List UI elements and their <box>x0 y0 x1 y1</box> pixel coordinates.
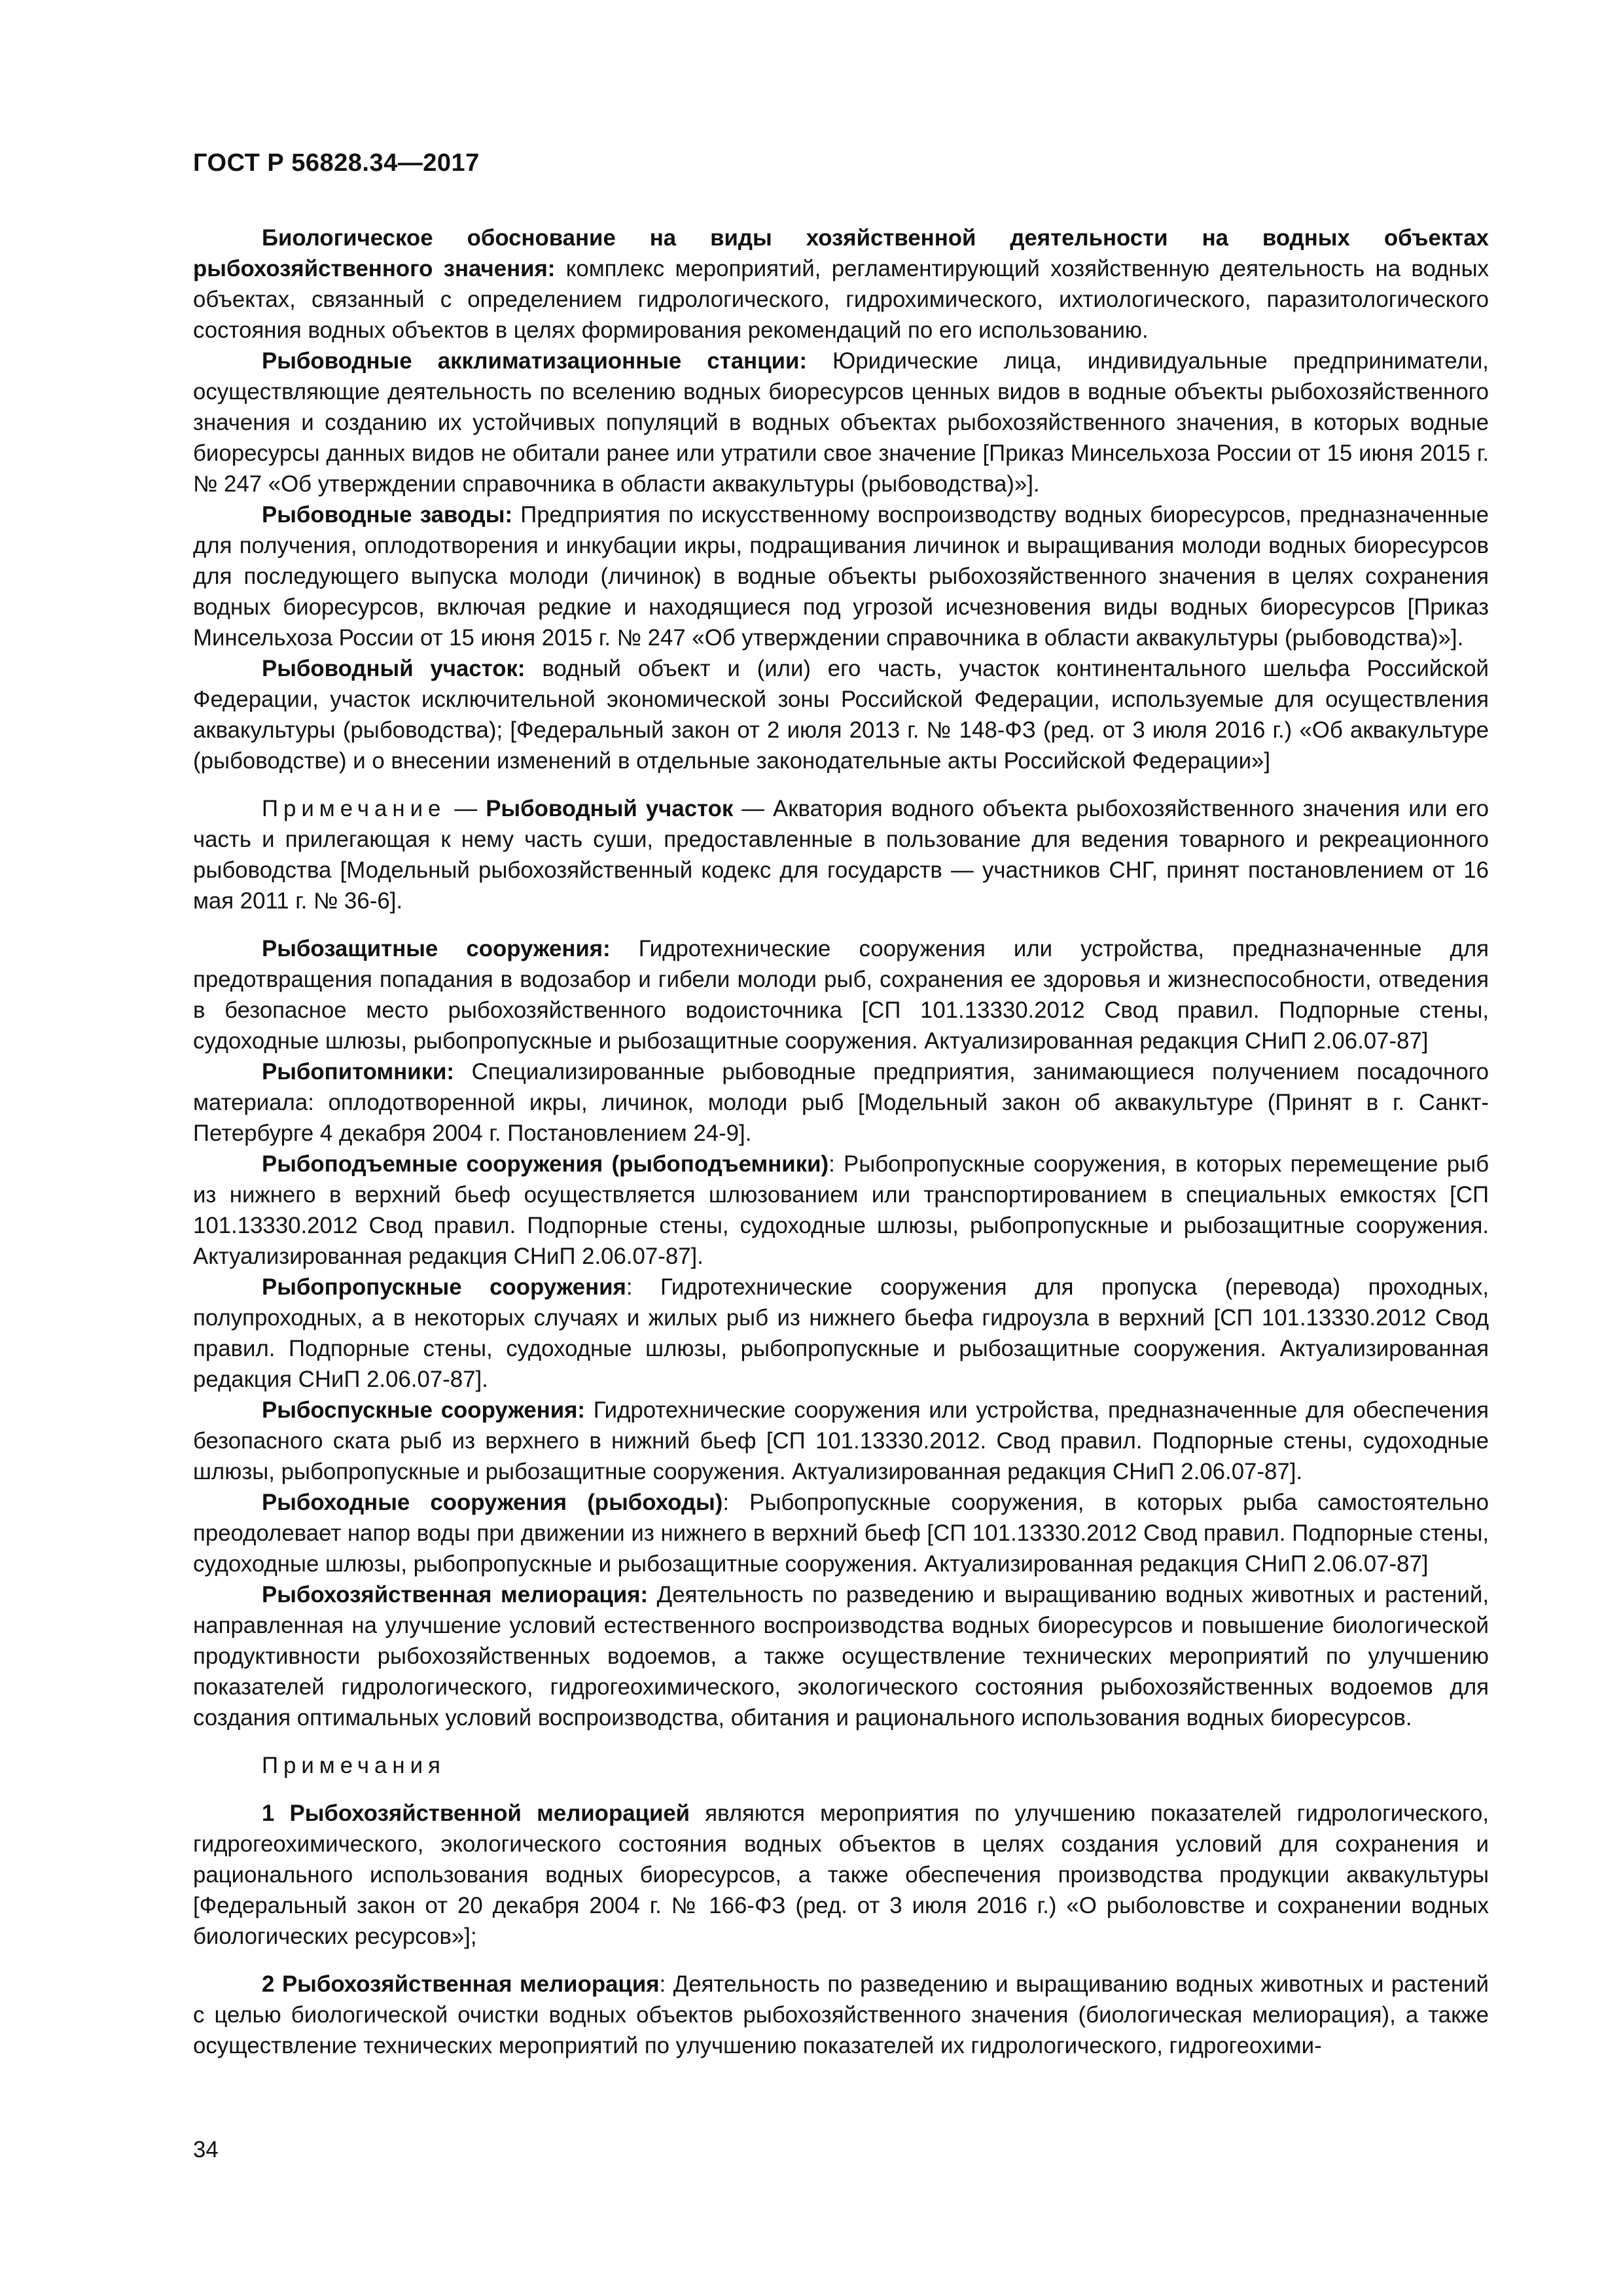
definition-text: водный объект и (или) его часть, участок континентального шельфа Российской Федерации, участок исключительной экономической зоны Российской Федерации, используемые для осуществления аквакультуры (рыбоводства); [Федеральный закон от 2 июля 2013 г. № 148-ФЗ (ред. от 3 июля 2016 г.) «Об аквакультуре (рыбоводстве) и о внесении изменений в отдельные законодательные акты Российской Федерации»] <box>193 656 1489 774</box>
definition-text: комплекс мероприятий, регламентирующий хозяйственную деятельность на водных объектах, связанный с определением гидрологического, гидрохимического, ихтиологического, паразитологического состояния водных объектов в целях формирования рекомендаций по его использованию. <box>193 256 1489 343</box>
definition-entry <box>193 653 1489 776</box>
definition-text: : Гидротехнические сооружения для пропуска (перевода) проходных, полупроходных, а в некоторых случаях и жилых рыб из нижнего бьефа гидроузла в верхний [СП 101.13330.2012 Свод правил. Подпорные стены, судоходные шлюзы, рыбопропускные и рыбозащитные сооружения. Актуализированная редакция СНиП 2.06.07-87]. <box>193 1274 1489 1392</box>
definition-text: : Рыбопропускные сооружения, в которых рыба самостоятельно преодолевает напор воды при движении из нижнего в верхний бьеф [СП 101.13330.2012 Свод правил. Подпорные стены, судоходные шлюзы, рыбопропускные и рыбозащитные сооружения. Актуализированная редакция СНиП 2.06.07-87] <box>193 1490 1489 1577</box>
definition-entry <box>193 1395 1489 1487</box>
definition-term: Рыбоходные сооружения (рыбоходы) <box>262 1490 723 1515</box>
definition-text: Деятельность по разведению и выращиванию водных животных и растений, направленная на улучшение условий естественного воспроизводства водных биоресурсов и повышение биологической продуктивности рыбохозяйственных водоемов, а также осуществление технических мероприятий по улучшению показателей гидрологического, гидрогеохимического, экологического состояния рыбохозяйственных водоемов для создания оптимальных условий воспроизводства, обитания и рационального использования водных биоресурсов. <box>193 1582 1489 1731</box>
definition-text: Гидротехнические сооружения или устройства, предназначенные для обеспечения безопасного ската рыб из верхнего в нижний бьеф [СП 101.13330.2012. Свод правил. Подпорные стены, судоходные шлюзы, рыбопропускные и рыбозащитные сооружения. Актуализированная редакция СНиП 2.06.07-87]. <box>193 1397 1489 1484</box>
definition-entry <box>193 1149 1489 1272</box>
definition-term: Рыбоподъемные сооружения (рыбоподъемники) <box>262 1151 829 1177</box>
definition-term: Рыбоспускные сооружения: <box>262 1397 586 1423</box>
definition-entry <box>193 346 1489 499</box>
running-header-doc-id: ГОСТ Р 56828.34—2017 <box>193 149 480 177</box>
page-number: 34 <box>193 2137 219 2162</box>
definition-text: Гидротехнические сооружения или устройства, предназначенные для предотвращения попадания в водозабор и гибели молоди рыб, сохранения ее здоровья и жизнеспособности, отведения в безопасное место рыбохозяйственного водоисточника [СП 101.13330.2012 Свод правил. Подпорные стены, судоходные шлюзы, рыбопропускные и рыбозащитные сооружения. Актуализированная редакция СНиП 2.06.07-87] <box>193 936 1489 1054</box>
definition-text: Предприятия по искусственному воспроизводству водных биоресурсов, предназначенные для получения, оплодотворения и инкубации икры, подращивания личинок и выращивания молоди водных биоресурсов для последующего выпуска молоди (личинок) в водные объекты рыбохозяйственного значения в целях сохранения водных биоресурсов, включая редкие и находящиеся под угрозой исчезновения виды водных биоресурсов [Приказ Минсельхоза России от 15 июня 2015 г. № 247 «Об утверждении справочника в области аквакультуры (рыбоводства)»]. <box>193 502 1489 651</box>
definition-term: Рыбоводный участок: <box>262 656 526 681</box>
note-item-text: : Деятельность по разведению и выращиванию водных животных и растений с целью биологической очистки водных объектов рыбохозяйственного значения (биологическая мелиорация), а также осуществление технических мероприятий по улучшению показателей их гидрологического, гидрогеохими- <box>193 1971 1489 2058</box>
definition-text: Юридические лица, индивидуальные предприниматели, осуществляющие деятельность по вселению водных биоресурсов ценных видов в водные объекты рыбохозяйственного значения и созданию их устойчивых популяций в водных объектах рыбохозяйственного значения, в которых водные биоресурсы данных видов не обитали ранее или утратили свое значение [Приказ Минсельхоза России от 15 июня 2015 г. № 247 «Об утверждении справочника в области аквакультуры (рыбоводства)»]. <box>193 348 1489 497</box>
definition-term: Рыбоводные акклиматизационные станции: <box>262 348 807 374</box>
note-term: Рыбоводный участок <box>486 796 734 821</box>
definition-text: Специализированные рыбоводные предприятия, занимающиеся получением посадочного материала: оплодотворенной икры, личинок, молоди рыб [Модельный закон об аквакультуре (Принят в г. Санкт-Петербурге 4 декабря 2004 г. Постановлением 24-9]. <box>193 1059 1489 1146</box>
definition-text: : Рыбопропускные сооружения, в которых перемещение рыб из нижнего в верхний бьеф осуществляется шлюзованием или транспортированием в специальных емкостях [СП 101.13330.2012 Свод правил. Подпорные стены, судоходные шлюзы, рыбопропускные и рыбозащитные сооружения. Актуализированная редакция СНиП 2.06.07-87]. <box>193 1151 1489 1269</box>
note-item-text: являются мероприятия по улучшению показателей гидрологического, гидрогеохимического, экологического состояния водных объектов в целях создания условий для сохранения и рационального использования водных биоресурсов, а также обеспечения производства продукции аквакультуры [Федеральный закон от 20 декабря 2004 г. № 166-ФЗ (ред. от 3 июля 2016 г.) «О рыболовстве и сохранении водных биологических ресурсов»]; <box>193 1801 1489 1949</box>
note-item-term: 1 Рыбохозяйственной мелиорацией <box>262 1801 690 1826</box>
note-entry <box>193 793 1489 916</box>
note-item <box>193 1798 1489 1952</box>
definition-entry <box>193 1272 1489 1395</box>
definition-entry <box>193 223 1489 346</box>
definition-entry <box>193 933 1489 1056</box>
notes-heading-label: Примечания <box>262 1753 446 1778</box>
definition-term: Биологическое обоснование на виды хозяйственной деятельности на водных объектах рыбохозяйственного значения: <box>193 225 1489 281</box>
definition-entry <box>193 1487 1489 1579</box>
definition-term: Рыбохозяйственная мелиорация: <box>262 1582 649 1607</box>
note-item <box>193 1969 1489 2061</box>
note-item-term: 2 Рыбохозяйственная мелиорация <box>262 1971 660 1997</box>
definition-term: Рыбопропускные сооружения <box>262 1274 626 1300</box>
definition-entry <box>193 1579 1489 1733</box>
definition-term: Рыбоводные заводы: <box>262 502 513 528</box>
note-dash: — <box>446 796 486 821</box>
definition-entry <box>193 1056 1489 1149</box>
note-text: — Акватория водного объекта рыбохозяйственного значения или его часть и прилегающая к нему часть суши, предоставленные в пользование для ведения товарного и рекреационного рыбоводства [Модельный рыбохозяйственный кодекс для государств — участников СНГ, принят постановлением от 16 мая 2011 г. № 36-6]. <box>193 796 1489 914</box>
note-label: Примечание <box>262 796 446 821</box>
definition-entry <box>193 499 1489 653</box>
notes-heading <box>193 1750 1489 1781</box>
definition-term: Рыбопитомники: <box>262 1059 455 1085</box>
document-body <box>193 223 1489 2061</box>
definition-term: Рыбозащитные сооружения: <box>262 936 611 961</box>
